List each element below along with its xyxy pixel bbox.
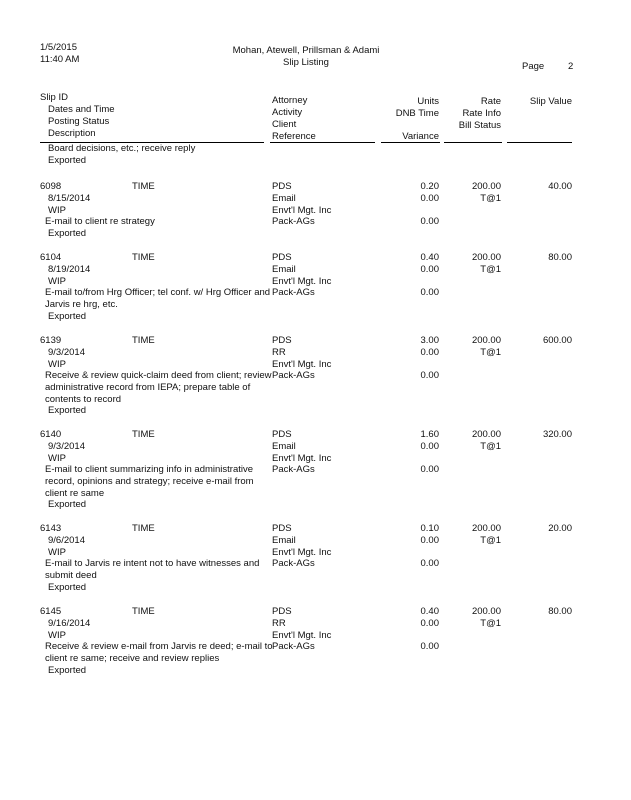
slip-description: E-mail to Jarvis re intent not to have witnesses and submit deed — [45, 558, 260, 582]
activity: RR — [272, 346, 286, 358]
client: Envt'l Mgt. Inc — [272, 204, 332, 216]
column-header-activity: Activity — [272, 107, 303, 118]
units: 1.60 — [420, 429, 439, 440]
column-header-dnb-time: DNB Time — [395, 108, 439, 119]
page-number: 2 — [568, 61, 574, 72]
export-status: Exported — [48, 311, 87, 323]
dnb-time: 0.00 — [420, 346, 439, 358]
column-header-rate: Rate — [480, 96, 501, 107]
slip-type: TIME — [132, 252, 155, 263]
attorney: PDS — [272, 429, 292, 440]
posting-status: WIP — [48, 629, 66, 641]
slip-date: 9/3/2014 — [48, 346, 85, 358]
slip-date: 8/19/2014 — [48, 263, 91, 275]
slip-id: 6098 — [40, 181, 62, 192]
posting-status: WIP — [48, 546, 66, 558]
slip-type: TIME — [132, 606, 155, 617]
client: Envt'l Mgt. Inc — [272, 452, 332, 464]
rate: 200.00 — [471, 181, 501, 192]
reference: Pack-AGs — [272, 464, 315, 476]
variance: 0.00 — [420, 370, 439, 382]
client: Envt'l Mgt. Inc — [272, 275, 332, 287]
variance: 0.00 — [420, 287, 439, 299]
client: Envt'l Mgt. Inc — [272, 629, 332, 641]
slip-id: 6139 — [40, 335, 62, 346]
column-header-attorney: Attorney — [272, 95, 308, 106]
reference: Pack-AGs — [272, 558, 315, 570]
slip-type: TIME — [132, 181, 155, 192]
client: Envt'l Mgt. Inc — [272, 358, 332, 370]
activity: Email — [272, 440, 296, 452]
slip-value: 600.00 — [542, 335, 572, 346]
column-header-client: Client — [272, 119, 297, 130]
attorney: PDS — [272, 181, 292, 192]
column-header-units: Units — [417, 96, 439, 107]
column-header-dates-time: Dates and Time — [48, 104, 115, 115]
activity: Email — [272, 192, 296, 204]
activity: Email — [272, 263, 296, 275]
header-rule-5 — [507, 142, 572, 143]
firm-name: Mohan, Atewell, Prillsman & Adami — [232, 45, 380, 56]
rate: 200.00 — [471, 252, 501, 263]
reference: Pack-AGs — [272, 287, 315, 299]
report-title: Slip Listing — [283, 57, 329, 68]
rate: 200.00 — [471, 606, 501, 617]
activity: Email — [272, 534, 296, 546]
slip-value: 40.00 — [548, 181, 572, 192]
posting-status: WIP — [48, 275, 66, 287]
column-header-posting-status: Posting Status — [48, 116, 110, 127]
header-rule-4 — [444, 142, 502, 143]
slip-description: Receive & review quick-claim deed from client; review administrative record from IEPA; prepare table of contents to record — [45, 370, 272, 405]
header-rule-3 — [381, 142, 440, 143]
page-label: Page — [522, 61, 545, 72]
column-header-slip-value: Slip Value — [529, 96, 572, 107]
column-header-description: Description — [48, 128, 96, 139]
slip-id: 6143 — [40, 523, 62, 534]
variance: 0.00 — [420, 641, 439, 653]
rate-info: T@1 — [480, 617, 501, 629]
column-header-reference: Reference — [272, 131, 316, 142]
dnb-time: 0.00 — [420, 440, 439, 452]
units: 3.00 — [420, 335, 439, 346]
reference: Pack-AGs — [272, 641, 315, 653]
dnb-time: 0.00 — [420, 263, 439, 275]
slip-description: E-mail to client re strategy — [45, 216, 155, 228]
export-status: Exported — [48, 582, 87, 594]
rate: 200.00 — [471, 335, 501, 346]
attorney: PDS — [272, 606, 292, 617]
export-status: Exported — [48, 665, 87, 677]
variance: 0.00 — [420, 558, 439, 570]
slip-id: 6140 — [40, 429, 62, 440]
continued-description: Board decisions, etc.; receive reply — [48, 143, 196, 154]
export-status: Exported — [48, 228, 87, 240]
slip-value: 80.00 — [548, 252, 572, 263]
units: 0.40 — [420, 252, 439, 263]
slip-value: 20.00 — [548, 523, 572, 534]
slip-id: 6145 — [40, 606, 62, 617]
rate: 200.00 — [471, 523, 501, 534]
reference: Pack-AGs — [272, 370, 315, 382]
slip-description: Receive & review e-mail from Jarvis re deed; e-mail to client re same; receive and review replies — [45, 641, 273, 665]
slip-description: E-mail to client summarizing info in administrative record, opinions and strategy; receive e-mail from client re same — [45, 464, 254, 499]
attorney: PDS — [272, 252, 292, 263]
slip-description: E-mail to/from Hrg Officer; tel conf. w/ Hrg Officer and Jarvis re hrg, etc. — [45, 287, 271, 311]
posting-status: WIP — [48, 204, 66, 216]
client: Envt'l Mgt. Inc — [272, 546, 332, 558]
variance: 0.00 — [420, 216, 439, 228]
slip-date: 9/16/2014 — [48, 617, 91, 629]
rate-info: T@1 — [480, 440, 501, 452]
column-header-bill-status: Bill Status — [458, 120, 501, 131]
attorney: PDS — [272, 335, 292, 346]
reference: Pack-AGs — [272, 216, 315, 228]
slip-value: 80.00 — [548, 606, 572, 617]
report-time: 11:40 AM — [40, 54, 80, 65]
rate-info: T@1 — [480, 192, 501, 204]
slip-value: 320.00 — [542, 429, 572, 440]
dnb-time: 0.00 — [420, 617, 439, 629]
posting-status: WIP — [48, 358, 66, 370]
attorney: PDS — [272, 523, 292, 534]
rate-info: T@1 — [480, 263, 501, 275]
units: 0.20 — [420, 181, 439, 192]
units: 0.40 — [420, 606, 439, 617]
variance: 0.00 — [420, 464, 439, 476]
slip-date: 9/6/2014 — [48, 534, 85, 546]
dnb-time: 0.00 — [420, 192, 439, 204]
export-status: Exported — [48, 405, 87, 417]
rate-info: T@1 — [480, 346, 501, 358]
units: 0.10 — [420, 523, 439, 534]
slip-type: TIME — [132, 335, 155, 346]
column-header-slip-id: Slip ID — [40, 92, 68, 103]
posting-status: WIP — [48, 452, 66, 464]
slip-type: TIME — [132, 429, 155, 440]
continued-export-status: Exported — [48, 155, 87, 166]
rate-info: T@1 — [480, 534, 501, 546]
slip-id: 6104 — [40, 252, 62, 263]
column-header-variance: Variance — [402, 131, 439, 142]
activity: RR — [272, 617, 286, 629]
report-date: 1/5/2015 — [40, 42, 77, 53]
export-status: Exported — [48, 499, 87, 511]
slip-date: 9/3/2014 — [48, 440, 85, 452]
slip-type: TIME — [132, 523, 155, 534]
dnb-time: 0.00 — [420, 534, 439, 546]
rate: 200.00 — [471, 429, 501, 440]
slip-date: 8/15/2014 — [48, 192, 91, 204]
column-header-rate-info: Rate Info — [462, 108, 501, 119]
